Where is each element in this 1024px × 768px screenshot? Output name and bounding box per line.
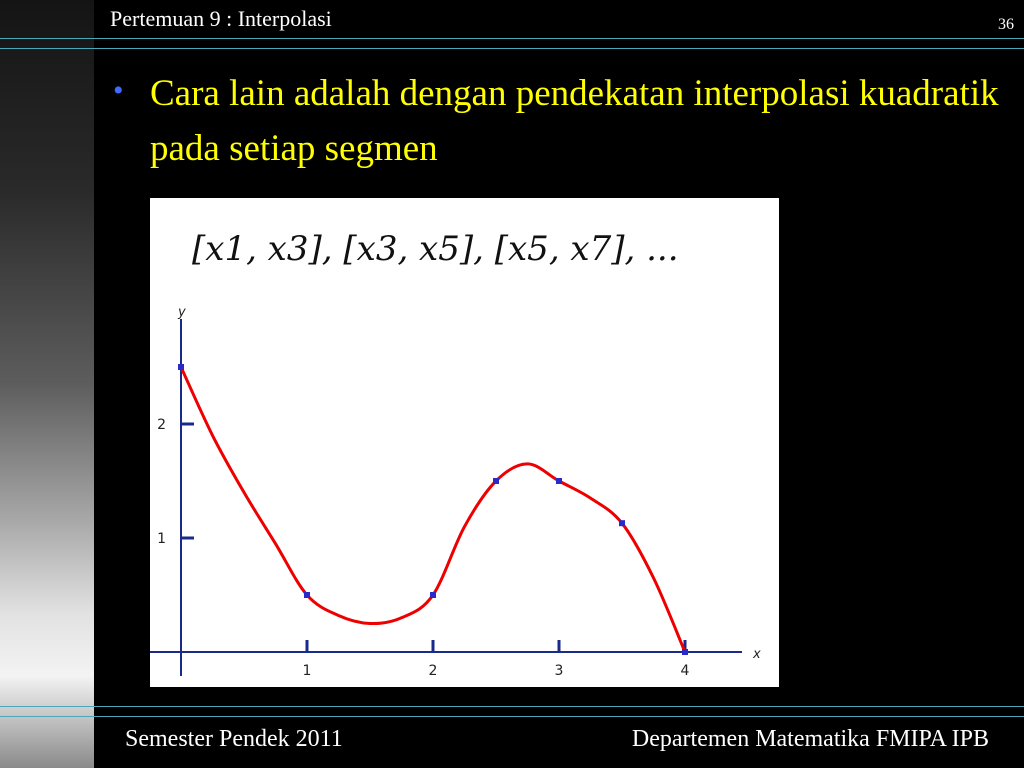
curve-layer	[181, 367, 685, 652]
x-tick-label: 1	[302, 663, 312, 679]
data-point	[556, 478, 562, 484]
data-point	[178, 364, 184, 370]
chart-title: [x1, x3], [x3, x5], [x5, x7], ...	[192, 229, 679, 269]
data-point	[619, 520, 625, 526]
x-axis-label: x	[753, 647, 761, 662]
sidebar-gradient	[0, 0, 94, 768]
data-point	[430, 592, 436, 598]
y-tick-label: 1	[157, 531, 166, 547]
header-title: Pertemuan 9 : Interpolasi	[110, 6, 332, 31]
footer-rule-1	[0, 706, 1024, 707]
footer-right: Departemen Matematika FMIPA IPB	[631, 726, 989, 752]
footer-left: Semester Pendek 2011	[125, 726, 343, 752]
x-tick-label: 4	[680, 663, 690, 679]
data-point	[682, 649, 688, 655]
y-tick-label: 2	[157, 417, 166, 433]
chart-svg	[150, 198, 779, 687]
x-tick-label: 3	[554, 663, 564, 679]
chart-figure	[150, 198, 779, 687]
bullet-text: Cara lain adalah dengan pendekatan interpolasi kuadratik pada setiap segmen	[150, 73, 999, 169]
data-point	[304, 592, 310, 598]
x-tick-label: 2	[428, 663, 438, 679]
interpolation-curve	[181, 367, 685, 652]
y-axis-label: y	[178, 305, 186, 320]
header-rule-2	[0, 48, 1024, 49]
footer-rule-2	[0, 716, 1024, 717]
chart-axes	[150, 305, 761, 679]
header-rule-1	[0, 38, 1024, 39]
data-point	[493, 478, 499, 484]
bullet-point-icon: •	[113, 74, 124, 107]
page-number: 36	[998, 16, 1014, 33]
